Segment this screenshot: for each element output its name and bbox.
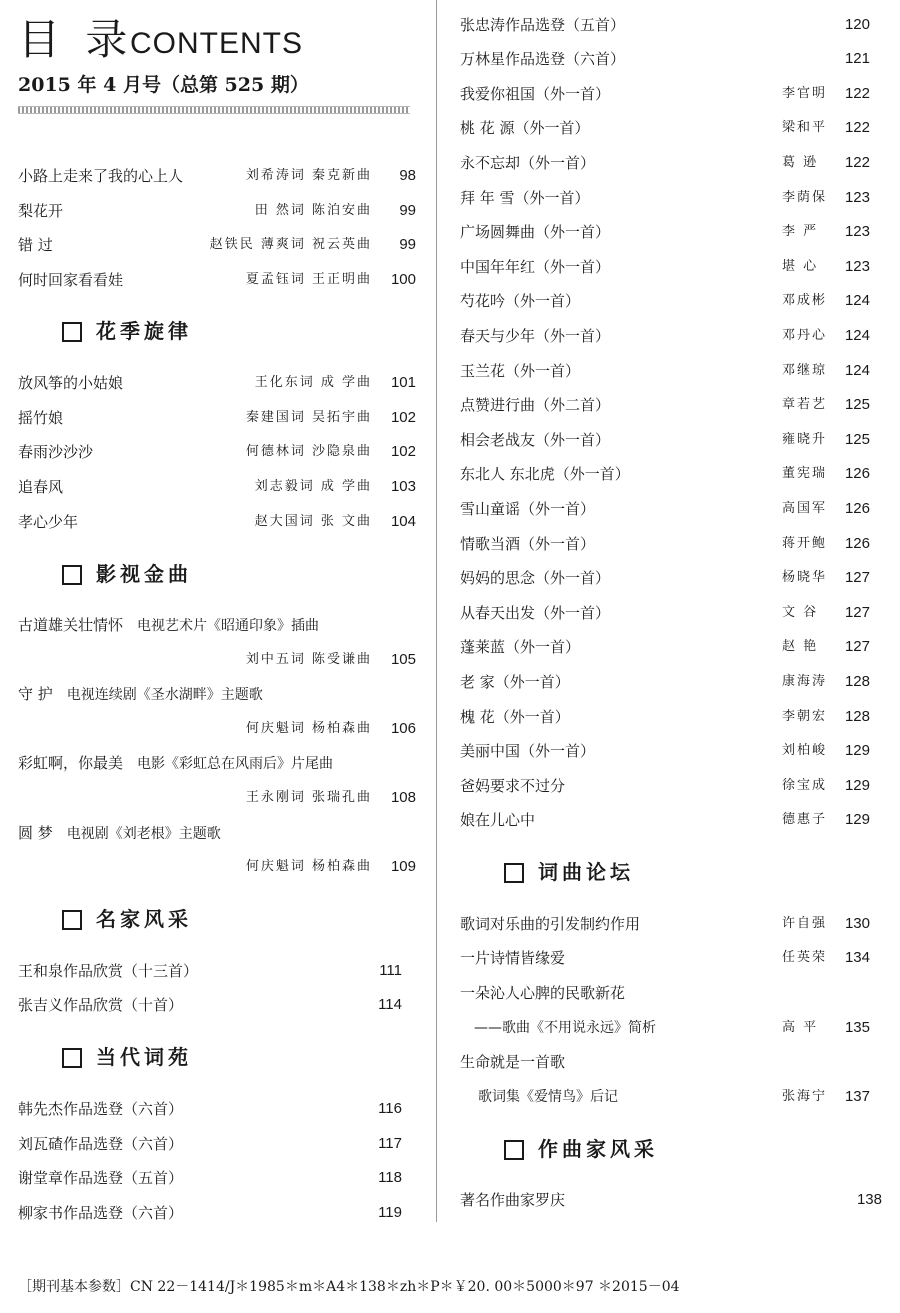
entry-title: 玉兰花（外一首） (460, 362, 581, 380)
toc-entry[interactable] (18, 164, 416, 188)
entry-author: 邓丹心 (782, 328, 828, 343)
entry-title: 一片诗情皆缘爱 (460, 949, 566, 967)
entry-author: 文 谷 (782, 605, 819, 620)
entry-title: 永不忘却（外一首） (460, 154, 596, 172)
entry-title: 张吉义作品欣赏（十首） (18, 996, 184, 1014)
toc-entry[interactable] (460, 82, 890, 106)
entry-title: 桃 花 源（外一首） (460, 119, 590, 137)
entry-note: 电视艺术片《昭通印象》插曲 (137, 618, 320, 634)
entry-page: 116 (378, 1100, 402, 1117)
entry-page: 101 (390, 374, 416, 391)
toc-entry-title-line[interactable] (18, 613, 416, 637)
entry-title: 小路上走来了我的心上人 (18, 167, 184, 185)
toc-entry-credit-line[interactable] (18, 786, 416, 810)
toc-entry[interactable] (18, 406, 416, 430)
toc-entry[interactable] (460, 532, 890, 556)
entry-author: 康海涛 (782, 674, 828, 689)
entry-title: 错 过 (18, 236, 53, 254)
entry-page: 127 (844, 604, 870, 621)
toc-entry[interactable] (460, 601, 890, 625)
toc-entry[interactable] (18, 959, 416, 983)
entry-title: 妈妈的思念（外一首） (460, 569, 611, 587)
entry-page: 111 (379, 962, 402, 979)
entry-title: 爸妈要求不过分 (460, 777, 566, 795)
entry-title: 我爱你祖国（外一首） (460, 85, 611, 103)
entry-authors: 刘志毅词 成 学曲 (254, 479, 372, 494)
entry-author: 李官明 (782, 86, 828, 101)
entry-note: 电影《彩虹总在风雨后》片尾曲 (137, 756, 334, 772)
entry-page: 129 (844, 742, 870, 759)
toc-entry[interactable] (460, 912, 890, 936)
section-title: 影视金曲 (96, 562, 192, 586)
toc-entry[interactable] (460, 774, 890, 798)
entry-title: 芍花吟（外一首） (460, 292, 581, 310)
entry-page: 124 (844, 292, 870, 309)
title-chinese: 目 录 (18, 15, 134, 64)
checkbox-square-icon (62, 910, 82, 930)
entry-note: 电视剧《刘老根》主题歌 (66, 826, 221, 842)
entry-author: 刘柏峻 (782, 743, 828, 758)
entry-title: 中国年年红（外一首） (460, 258, 611, 276)
entry-title: 广场圆舞曲（外一首） (460, 223, 611, 241)
checkbox-square-icon (504, 1140, 524, 1160)
entry-page: 108 (390, 789, 416, 806)
entry-title: 圆 梦 电视剧《刘老根》主题歌 (18, 824, 221, 842)
entry-page: 124 (844, 327, 870, 344)
toc-entry[interactable] (460, 186, 890, 210)
section-title: 花季旋律 (96, 319, 192, 343)
toc-entry-credit-line[interactable] (18, 648, 416, 672)
toc-entry[interactable] (460, 670, 890, 694)
entry-title: 守 护 电视连续剧《圣水湖畔》主题歌 (18, 685, 263, 703)
entry-title: 放风筝的小姑娘 (18, 374, 124, 392)
column-divider (436, 0, 437, 1222)
checkbox-square-icon (62, 1048, 82, 1068)
toc-entry-title-line[interactable] (18, 821, 416, 845)
entry-page: 122 (844, 119, 870, 136)
entry-page: 125 (844, 396, 870, 413)
entry-authors: 夏孟钰词 王正明曲 (245, 272, 372, 287)
entry-title: 雪山童谣（外一首） (460, 500, 596, 518)
entry-authors: 赵大国词 张 文曲 (254, 514, 372, 529)
entry-title: 蓬莱蓝（外一首） (460, 638, 581, 656)
entry-page: 106 (390, 720, 416, 737)
entry-page: 137 (844, 1088, 870, 1105)
entry-title: 万林星作品选登（六首） (460, 50, 626, 68)
entry-author: 德惠子 (782, 812, 828, 827)
entry-page: 129 (844, 811, 870, 828)
entry-page: 99 (399, 236, 416, 253)
entry-page: 127 (844, 569, 870, 586)
toc-entry[interactable] (460, 151, 890, 175)
entry-page: 122 (844, 154, 870, 171)
entry-page: 118 (378, 1169, 402, 1186)
entry-authors: 赵铁民 薄爽词 祝云英曲 (209, 237, 372, 252)
title-english: CONTENTS (130, 27, 303, 60)
entry-page: 121 (844, 50, 870, 67)
entry-page: 109 (390, 858, 416, 875)
toc-entry[interactable] (460, 462, 890, 486)
toc-entry[interactable] (460, 13, 890, 37)
toc-entry[interactable] (18, 371, 416, 395)
toc-entry[interactable] (460, 324, 890, 348)
entry-title: 娘在儿心中 (460, 811, 536, 829)
entry-title: 点赞进行曲（外二首） (460, 396, 611, 414)
entry-page: 135 (844, 1019, 870, 1036)
entry-title: 谢堂章作品选登（五首） (18, 1169, 184, 1187)
entry-page: 130 (844, 915, 870, 932)
entry-subtitle: ——歌曲《不用说永远》简析 (474, 1020, 656, 1036)
entry-authors: 秦建国词 吴拓宇曲 (245, 410, 372, 425)
entry-title: 何时回家看看娃 (18, 271, 124, 289)
section-title: 作曲家风采 (538, 1137, 658, 1161)
entry-page: 119 (378, 1204, 402, 1221)
toc-entry[interactable] (460, 946, 890, 970)
journal-parameters: ［期刊基本参数］CN 22－1414/J＊1985＊m＊A4＊138＊zh＊P＊￥20. 00＊5000＊97 ＊2015－04 (18, 1279, 680, 1295)
entry-page: 120 (844, 16, 870, 33)
entry-page: 138 (856, 1191, 882, 1208)
checkbox-square-icon (62, 565, 82, 585)
entry-page: 126 (844, 465, 870, 482)
entry-page: 134 (844, 949, 870, 966)
entry-author: 张海宁 (782, 1089, 828, 1104)
toc-entry[interactable] (18, 233, 416, 257)
issue-line: 2015 年 4 月号（总第 525 期） (18, 74, 309, 96)
entry-page: 104 (390, 513, 416, 530)
toc-entry[interactable] (18, 1097, 416, 1121)
toc-entry-credit-line[interactable] (18, 717, 416, 741)
entry-title: 歌词对乐曲的引发制约作用 (460, 915, 641, 933)
entry-note: 电视连续剧《圣水湖畔》主题歌 (66, 687, 263, 703)
entry-page: 123 (844, 223, 870, 240)
toc-entry-subtitle-line[interactable] (460, 1016, 890, 1040)
toc-entry[interactable] (18, 475, 416, 499)
section-title: 当代词苑 (96, 1045, 192, 1069)
toc-entry[interactable] (460, 705, 890, 729)
entry-author: 葛 逊 (782, 155, 819, 170)
toc-entry[interactable] (460, 635, 890, 659)
entry-author: 杨晓华 (782, 570, 828, 585)
entry-page: 126 (844, 535, 870, 552)
entry-title: 春天与少年（外一首） (460, 327, 611, 345)
toc-entry[interactable] (18, 510, 416, 534)
toc-entry-subtitle-line[interactable] (460, 1085, 890, 1109)
entry-page: 126 (844, 500, 870, 517)
entry-page: 125 (844, 431, 870, 448)
entry-author: 蒋开鲍 (782, 536, 828, 551)
toc-entry[interactable] (460, 1188, 890, 1212)
entry-author: 徐宝成 (782, 778, 828, 793)
entry-author: 任英荣 (782, 950, 828, 965)
section-title: 词曲论坛 (538, 860, 634, 884)
entry-title: 情歌当酒（外一首） (460, 535, 596, 553)
checkbox-square-icon (62, 322, 82, 342)
toc-entry[interactable] (18, 440, 416, 464)
entry-page: 127 (844, 638, 870, 655)
entry-title: 摇竹娘 (18, 409, 64, 427)
entry-title: 梨花开 (18, 202, 64, 220)
entry-authors: 王化东词 成 学曲 (254, 375, 372, 390)
entry-author: 李荫保 (782, 190, 828, 205)
entry-title: 刘瓦碴作品选登（六首） (18, 1135, 184, 1153)
toc-entry[interactable] (460, 393, 890, 417)
entry-title: 老 家（外一首） (460, 673, 570, 691)
toc-entry[interactable] (18, 1132, 416, 1156)
toc-entry[interactable] (18, 1166, 416, 1190)
toc-entry-title-line[interactable] (460, 981, 890, 1005)
entry-title: 拜 年 雪（外一首） (460, 189, 590, 207)
entry-title: 张忠涛作品选登（五首） (460, 16, 626, 34)
entry-page: 100 (390, 271, 416, 288)
entry-author: 章若艺 (782, 397, 828, 412)
entry-page: 114 (378, 996, 402, 1013)
entry-author: 堪 心 (782, 259, 819, 274)
toc-entry[interactable] (460, 739, 890, 763)
entry-title: 古道雄关壮情怀 电视艺术片《昭通印象》插曲 (18, 616, 320, 634)
entry-title: 韩先杰作品选登（六首） (18, 1100, 184, 1118)
toc-entry[interactable] (460, 428, 890, 452)
entry-page: 102 (390, 409, 416, 426)
entry-page: 123 (844, 189, 870, 206)
toc-entry[interactable] (460, 116, 890, 140)
entry-page: 98 (399, 167, 416, 184)
entry-page: 129 (844, 777, 870, 794)
entry-authors: 何德林词 沙隐泉曲 (245, 444, 372, 459)
entry-title: 美丽中国（外一首） (460, 742, 596, 760)
entry-author: 高 平 (782, 1020, 819, 1035)
entry-page: 123 (844, 258, 870, 275)
entry-page: 122 (844, 85, 870, 102)
entry-subtitle: 歌词集《爱情鸟》后记 (478, 1089, 618, 1105)
entry-title: 孝心少年 (18, 513, 79, 531)
section-title: 名家风采 (96, 907, 192, 931)
entry-page: 99 (399, 202, 416, 219)
entry-authors: 刘希涛词 秦克新曲 (245, 168, 372, 183)
entry-title: 春雨沙沙沙 (18, 443, 94, 461)
toc-entry[interactable] (460, 497, 890, 521)
entry-title: 一朵沁人心脾的民歌新花 (460, 984, 626, 1002)
checkbox-square-icon (504, 863, 524, 883)
toc-entry[interactable] (460, 47, 890, 71)
entry-authors: 何庆魁词 杨柏森曲 (245, 721, 372, 736)
toc-entry[interactable] (18, 993, 416, 1017)
entry-title: 柳家书作品选登（六首） (18, 1204, 184, 1222)
toc-entry-title-line[interactable] (460, 1050, 890, 1074)
entry-page: 124 (844, 362, 870, 379)
toc-entry[interactable] (460, 289, 890, 313)
entry-title: 生命就是一首歌 (460, 1053, 566, 1071)
toc-entry[interactable] (18, 268, 416, 292)
toc-entry[interactable] (18, 1201, 416, 1225)
toc-entry-credit-line[interactable] (18, 855, 416, 879)
entry-author: 李 严 (782, 224, 819, 239)
entry-authors: 刘中五词 陈受谦曲 (245, 652, 372, 667)
entry-authors: 田 然词 陈泊安曲 (254, 203, 372, 218)
entry-title: 东北人 东北虎（外一首） (460, 465, 630, 483)
entry-authors: 王永刚词 张瑞孔曲 (245, 790, 372, 805)
entry-page: 128 (844, 708, 870, 725)
toc-entry[interactable] (460, 566, 890, 590)
toc-entry[interactable] (460, 220, 890, 244)
entry-title: 王和泉作品欣赏（十三首） (18, 962, 199, 980)
toc-entry-title-line[interactable] (18, 682, 416, 706)
toc-entry-title-line[interactable] (18, 751, 416, 775)
entry-authors: 何庆魁词 杨柏森曲 (245, 859, 372, 874)
entry-author: 赵 艳 (782, 639, 819, 654)
entry-page: 117 (378, 1135, 402, 1152)
entry-author: 邓继琼 (782, 363, 828, 378)
entry-author: 雍晓升 (782, 432, 828, 447)
entry-title: 著名作曲家罗庆 (460, 1191, 566, 1209)
entry-author: 董宪瑞 (782, 466, 828, 481)
entry-title: 追春风 (18, 478, 64, 496)
entry-author: 李朝宏 (782, 709, 828, 724)
entry-title: 相会老战友（外一首） (460, 431, 611, 449)
entry-title: 从春天出发（外一首） (460, 604, 611, 622)
toc-entry[interactable] (460, 359, 890, 383)
decorative-rule (18, 106, 410, 114)
entry-author: 许自强 (782, 916, 828, 931)
entry-page: 105 (390, 651, 416, 668)
toc-entry[interactable] (460, 808, 890, 832)
entry-author: 高国军 (782, 501, 828, 516)
entry-author: 梁和平 (782, 120, 828, 135)
toc-entry[interactable] (460, 255, 890, 279)
entry-page: 128 (844, 673, 870, 690)
entry-page: 102 (390, 443, 416, 460)
entry-page: 103 (390, 478, 416, 495)
toc-entry[interactable] (18, 199, 416, 223)
entry-title: 彩虹啊，你最美 电影《彩虹总在风雨后》片尾曲 (18, 754, 334, 772)
entry-title: 槐 花（外一首） (460, 708, 570, 726)
entry-author: 邓成彬 (782, 293, 828, 308)
